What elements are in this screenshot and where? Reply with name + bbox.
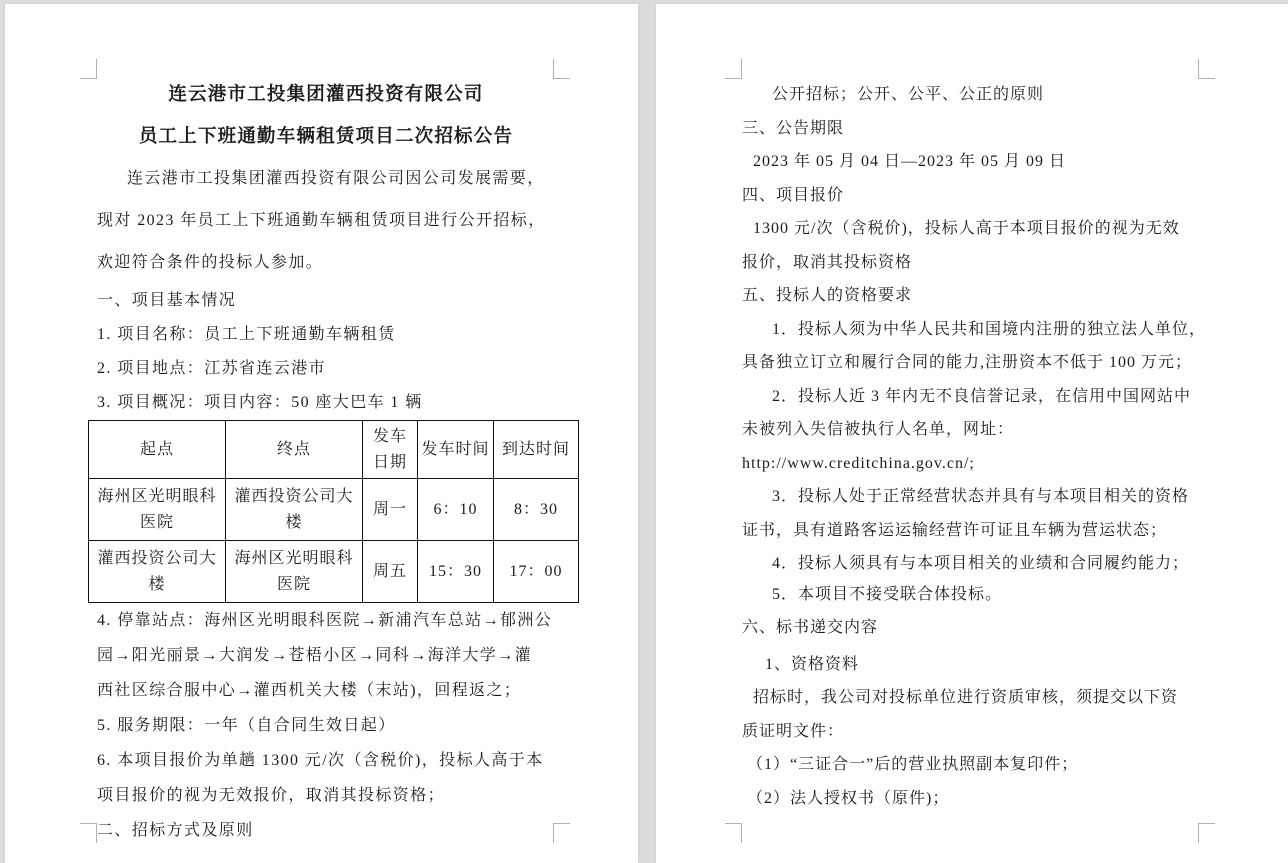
text-line: 现对 2023 年员工上下班通勤车辆租赁项目进行公开招标， bbox=[97, 212, 546, 229]
table-header-departure-day: 发车日期 bbox=[363, 421, 418, 479]
text-line: 连云港市工投集团灌西投资有限公司因公司发展需要， bbox=[127, 170, 545, 187]
page-2-text-column bbox=[742, 78, 1207, 815]
text-line: 招标时，我公司对投标单位进行资质审核，须提交以下资 bbox=[753, 689, 1179, 706]
text-line: 西社区综合服中心→灌西机关大楼（末站)，回程返之； bbox=[97, 682, 522, 699]
table-cell: 灌西投资公司大楼 bbox=[89, 541, 226, 603]
table-header-destination: 终点 bbox=[226, 421, 363, 479]
document-title-line-1: 连云港市工投集团灌西投资有限公司 bbox=[168, 85, 484, 105]
text-line: 证书，具有道路客运运输经营许可证且车辆为营运状态； bbox=[742, 521, 1168, 539]
text-line: 6. 本项目报价为单趟 1300 元/次（含税价)，投标人高于本 bbox=[97, 752, 544, 769]
text-line: 3．投标人处于正常经营状态并具有与本项目相关的资格 bbox=[772, 488, 1190, 505]
text-line: 4．投标人须具有与本项目相关的业绩和合同履约能力； bbox=[772, 555, 1190, 572]
url-text: http://www.creditchina.gov.cn/; bbox=[742, 454, 975, 472]
table-row bbox=[89, 541, 579, 603]
text-line: 2. 项目地点：江苏省连云港市 bbox=[97, 360, 327, 377]
text-line: 未被列入失信被执行人名单，网址： bbox=[742, 421, 1015, 438]
text-line: 2．投标人近 3 年内无不良信誉记录，在信用中国网站中 bbox=[772, 387, 1192, 405]
text-line: 具备独立订立和履行合同的能力,注册资本不低于 100 万元； bbox=[742, 354, 1193, 371]
table-cell: 17：00 bbox=[494, 541, 579, 603]
text-line: 报价，取消其投标资格 bbox=[742, 253, 913, 271]
margin-mark-top-left-icon bbox=[725, 59, 742, 79]
table-cell: 周五 bbox=[363, 541, 418, 603]
text-line: 1、资格资料 bbox=[765, 655, 860, 673]
page-1-text-column bbox=[97, 74, 570, 848]
table-cell: 海州区光明眼科医院 bbox=[89, 479, 226, 541]
text-line: 4. 停靠站点：海州区光明眼科医院→新浦汽车总站→郁洲公 bbox=[97, 612, 553, 629]
margin-mark-bottom-left-icon bbox=[80, 823, 97, 843]
text-line: 质证明文件： bbox=[742, 722, 845, 740]
document-page-2[interactable] bbox=[656, 4, 1288, 863]
text-line: 欢迎符合条件的投标人参加。 bbox=[97, 254, 324, 271]
margin-mark-bottom-right-icon bbox=[1198, 823, 1215, 843]
table-header-row bbox=[89, 421, 579, 479]
document-page-1[interactable] bbox=[5, 4, 638, 863]
text-line: 3. 项目概况：项目内容：50 座大巴车 1 辆 bbox=[97, 394, 423, 411]
section-heading: 五、投标人的资格要求 bbox=[742, 287, 913, 304]
text-line: 1300 元/次（含税价)，投标人高于本项目报价的视为无效 bbox=[753, 220, 1180, 237]
table-header-origin: 起点 bbox=[89, 421, 226, 479]
text-line: 1. 项目名称：员工上下班通勤车辆租赁 bbox=[97, 326, 396, 343]
text-line: 5．本项目不接受联合体投标。 bbox=[772, 585, 1003, 603]
margin-mark-bottom-right-icon bbox=[553, 823, 570, 843]
section-heading: 四、项目报价 bbox=[742, 186, 845, 204]
text-line: 项目报价的视为无效报价，取消其投标资格； bbox=[97, 787, 446, 804]
margin-mark-bottom-left-icon bbox=[725, 823, 742, 843]
section-heading: 六、标书递交内容 bbox=[742, 618, 879, 636]
section-heading: 三、公告期限 bbox=[742, 119, 845, 137]
text-line: 2023 年 05 月 04 日—2023 年 05 月 09 日 bbox=[753, 153, 1067, 170]
text-line: （2）法人授权书（原件)； bbox=[747, 789, 950, 807]
text-line: 园→阳光丽景→大润发→苍梧小区→同科→海洋大学→灌 bbox=[97, 647, 533, 664]
table-cell: 8：30 bbox=[494, 479, 579, 541]
table-header-arrival-time: 到达时间 bbox=[494, 421, 579, 479]
table-cell: 6：10 bbox=[418, 479, 494, 541]
table-cell: 海州区光明眼科医院 bbox=[226, 541, 363, 603]
section-heading: 一、项目基本情况 bbox=[97, 292, 237, 309]
text-line: （1）“三证合一”后的营业执照副本复印件； bbox=[747, 756, 1079, 773]
text-line: 5. 服务期限：一年（自合同生效日起） bbox=[97, 717, 396, 734]
bus-schedule-table bbox=[88, 420, 579, 603]
table-cell: 周一 bbox=[363, 479, 418, 541]
table-cell: 15：30 bbox=[418, 541, 494, 603]
table-cell: 灌西投资公司大楼 bbox=[226, 479, 363, 541]
section-heading: 二、招标方式及原则 bbox=[97, 822, 254, 839]
table-row bbox=[89, 479, 579, 541]
text-line: 公开招标；公开、公平、公正的原则 bbox=[772, 86, 1045, 103]
text-line: 1．投标人须为中华人民共和国境内注册的独立法人单位， bbox=[772, 320, 1207, 338]
margin-mark-top-left-icon bbox=[80, 59, 97, 79]
table-header-departure-time: 发车时间 bbox=[418, 421, 494, 479]
document-title-line-2: 员工上下班通勤车辆租赁项目二次招标公告 bbox=[138, 127, 514, 147]
margin-mark-top-right-icon bbox=[553, 59, 570, 79]
margin-mark-top-right-icon bbox=[1198, 59, 1215, 79]
